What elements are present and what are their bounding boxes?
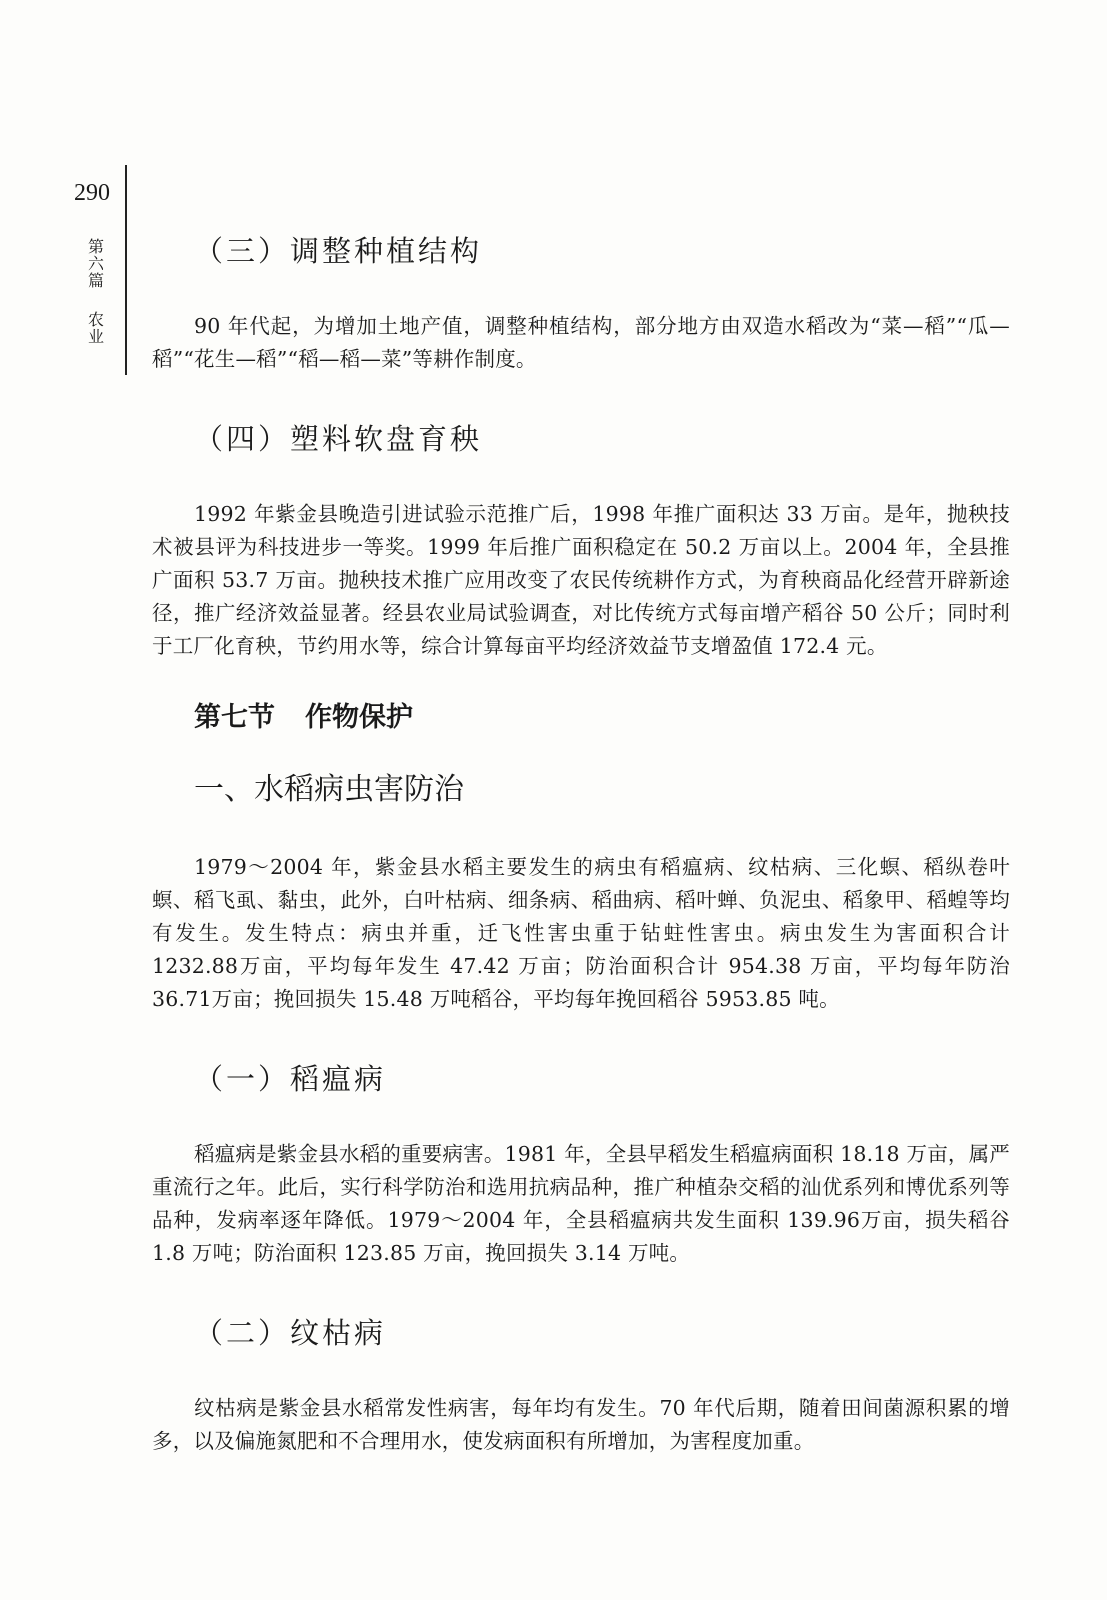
running-head xyxy=(84,238,108,345)
subsection-title: （一）稻瘟病 xyxy=(194,1062,387,1096)
section-name: 作物保护 xyxy=(305,702,413,733)
section-number: 第七节 xyxy=(194,702,275,733)
paragraph: 稻瘟病是紫金县水稻的重要病害。1981 年，全县早稻发生稻瘟病面积 18.18 万亩，属严重流行之年。此后，实行科学防治和选用抗病品种，推广种植杂交稻的汕优系列和博优系列等品种，发病率逐年降低。1979～2004 年，全县稻瘟病共发生面积 139.96万亩，损失稻谷 1.8 万吨；防治面积 123.85 万亩，挽回损失 3.14 万吨。 xyxy=(152,1142,1010,1265)
subsection-title: （三）调整种植结构 xyxy=(194,234,483,268)
margin-rule xyxy=(125,165,127,375)
page-number: 290 xyxy=(74,180,110,206)
paragraph: 纹枯病是紫金县水稻常发性病害，每年均有发生。70 年代后期，随着田间菌源积累的增多，以及偏施氮肥和不合理用水，使发病面积有所增加，为害程度加重。 xyxy=(152,1396,1010,1453)
running-head-part: 第六篇 xyxy=(87,237,104,290)
paragraph: 1992 年紫金县晚造引进试验示范推广后，1998 年推广面积达 33 万亩。是年，抛秧技术被县评为科技进步一等奖。1999 年后推广面积稳定在 50.2 万亩以上。2004 年，全县推广面积 53.7 万亩。抛秧技术推广应用改变了农民传统耕作方式，为育秧商品化经营开辟新途径，推广经济效益显著。经县农业局试验调查，对比传统方式每亩增产稻谷 50 公斤；同时利于工厂化育秧，节约用水等，综合计算每亩平均经济效益节支增盈值 172.4 元。 xyxy=(152,502,1010,658)
section-title xyxy=(194,693,1010,743)
topic-title: 一、水稻病虫害防治 xyxy=(194,772,464,807)
running-head-topic: 农业 xyxy=(87,310,104,346)
paragraph: 90 年代起，为增加土地产值，调整种植结构，部分地方由双造水稻改为“菜—稻”“瓜—稻”“花生—稻”“稻—稻—菜”等耕作制度。 xyxy=(152,314,1010,371)
paragraph: 1979～2004 年，紫金县水稻主要发生的病虫有稻瘟病、纹枯病、三化螟、稻纵卷叶螟、稻飞虱、黏虫，此外，白叶枯病、细条病、稻曲病、稻叶蝉、负泥虫、稻象甲、稻蝗等均有发生。发生特点：病虫并重，迁飞性害虫重于钻蛀性害虫。病虫发生为害面积合计 1232.88万亩，平均每年发生 47.42 万亩；防治面积合计 954.38 万亩，平均每年防治 36.71万亩；挽回损失 15.48 万吨稻谷，平均每年挽回稻谷 5953.85 吨。 xyxy=(152,855,1010,1011)
subsection-title: （二）纹枯病 xyxy=(194,1316,387,1350)
page-content xyxy=(152,228,1010,1458)
subsection-title: （四）塑料软盘育秧 xyxy=(194,422,483,456)
